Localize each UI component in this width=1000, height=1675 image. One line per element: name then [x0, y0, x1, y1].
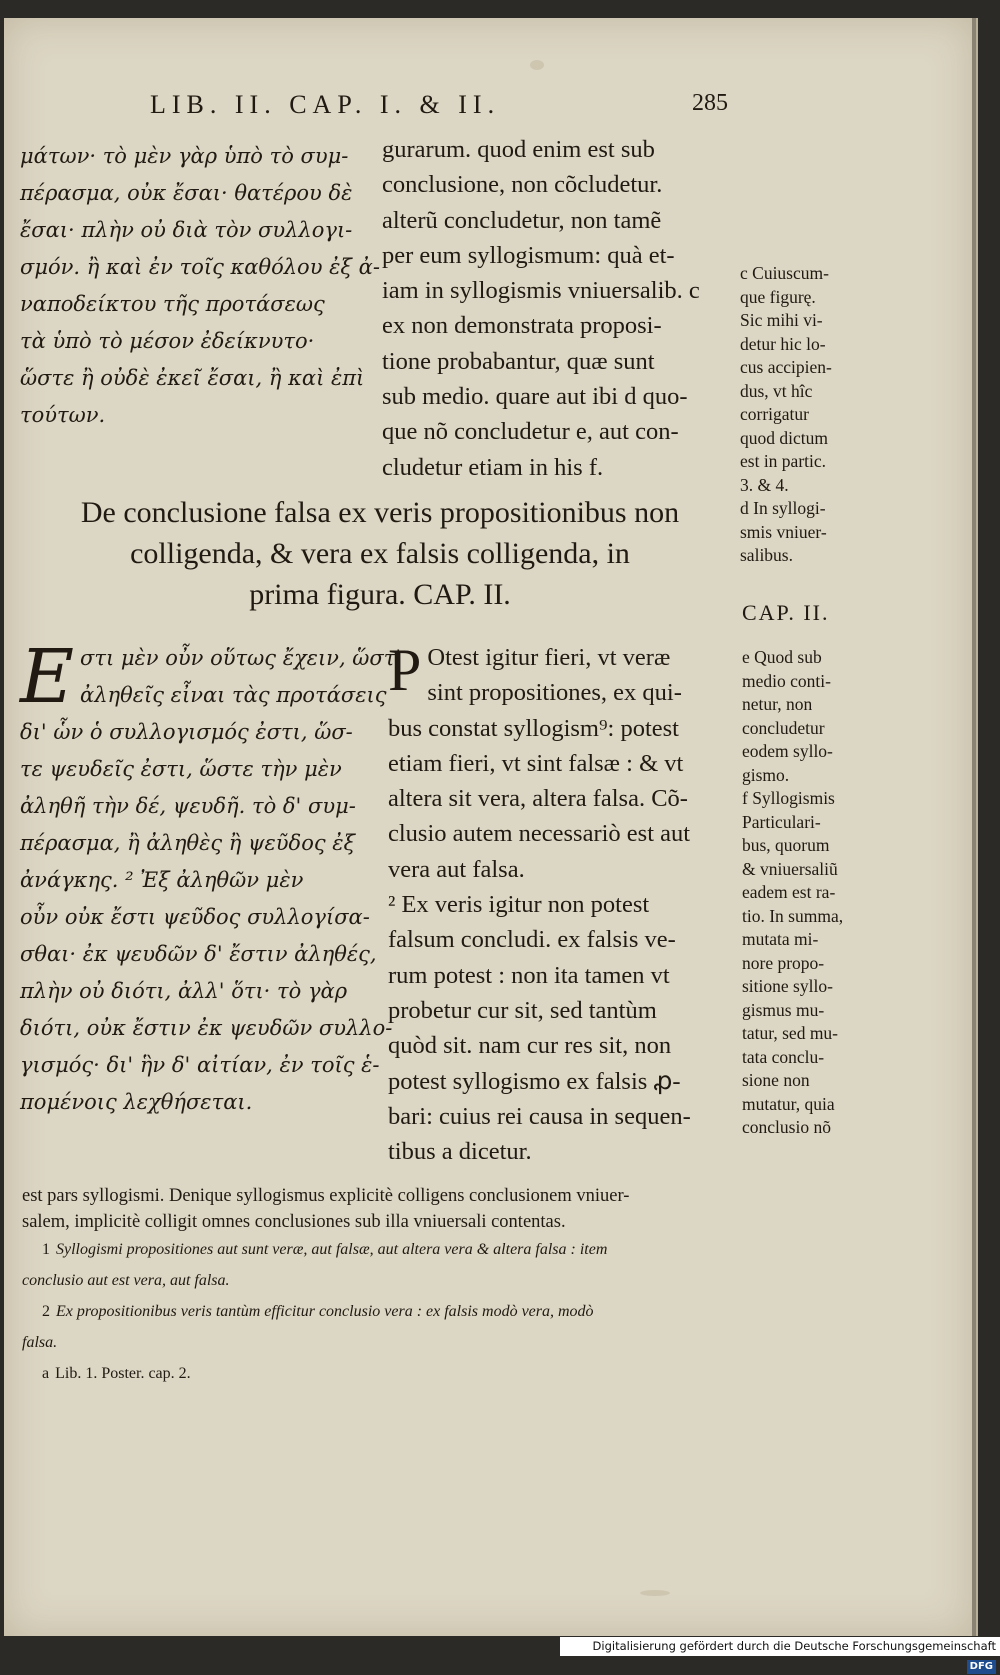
- latin-line: bus constat syllogism⁹: potest: [388, 714, 679, 742]
- marginal-notes-top: [740, 262, 890, 568]
- latin-line: ex non demonstrata proposi-: [382, 312, 662, 340]
- margin-line: 3. & 4.: [740, 474, 789, 495]
- digitization-credit: Digitalisierung gefördert durch die Deutsche Forschungsgemeinschaft: [592, 1639, 996, 1653]
- margin-line: salibus.: [740, 545, 793, 565]
- latin-line: conclusione, non cõcludetur.: [382, 171, 663, 199]
- latin-line: Otest igitur fieri, vt veræ: [427, 644, 671, 671]
- latin-line: vera aut falsa.: [388, 855, 525, 883]
- heading-line: colligenda, & vera ex falsis colligenda, in: [130, 537, 630, 570]
- margin-line: cus accipien-: [740, 357, 832, 377]
- margin-line: tata conclu-: [742, 1046, 825, 1067]
- margin-line: Sic mihi vi-: [740, 310, 823, 330]
- footnote-text: Lib. 1. Poster. cap. 2.: [55, 1365, 191, 1382]
- greek-line: πομένοις λεχθήσεται.: [20, 1090, 253, 1114]
- commentary-line: est pars syllogismi. Denique syllogismus explicitè colligens conclusionem vniuer-: [22, 1186, 630, 1206]
- greek-line: ἔσαι· πλὴν οὐ διὰ τὸν συλλογι-: [20, 218, 353, 242]
- margin-line: mutata mi-: [742, 929, 819, 949]
- margin-line: c Cuiuscum-: [740, 263, 829, 283]
- footnote-mark: a: [42, 1365, 50, 1382]
- margin-line: quod dictum: [740, 427, 828, 448]
- latin-line: quòd sit. nam cur res sit, non: [388, 1032, 672, 1060]
- margin-line: eadem est ra-: [742, 882, 836, 902]
- footnote-text: falsa.: [22, 1334, 58, 1351]
- latin-text-top: [382, 132, 732, 485]
- margin-line: eodem syllo-: [742, 741, 833, 761]
- ink-spot: [530, 60, 544, 70]
- margin-line: f Syllogismis: [742, 788, 835, 808]
- latin-line: falsum concludi. ex falsis ve-: [388, 926, 676, 954]
- greek-line: ὥστε ἢ οὐδὲ ἐκεῖ ἔσαι, ἢ καὶ ἐπὶ: [20, 366, 365, 390]
- greek-line: μάτων· τὸ μὲν γὰρ ὑπὸ τὸ συμ-: [20, 144, 349, 168]
- heading-line: prima figura. CAP. II.: [249, 578, 511, 611]
- margin-line: netur, non: [742, 694, 813, 714]
- latin-line: gurarum. quod enim est sub: [382, 136, 655, 163]
- greek-line: οὖν οὐκ ἔστι ψεῦδος συλλογίσα-: [20, 905, 370, 929]
- latin-line: iam in syllogismis vniuersalib. c: [382, 277, 700, 305]
- latin-drop-capital: P: [388, 637, 422, 703]
- greek-line: διότι, οὐκ ἔστιν ἐκ ψευδῶν συλλο-: [20, 1016, 393, 1040]
- footnote-line: [22, 1358, 892, 1389]
- margin-line: mutatur, quia: [742, 1093, 835, 1114]
- greek-text-top: [20, 138, 380, 434]
- greek-text-main: [20, 634, 402, 1121]
- commentary-line: salem, implicitè colligit omnes conclusiones sub illa vniuersali contentas.: [22, 1211, 566, 1232]
- greek-line: πέρασμα, ἢ ἀληθὲς ἢ ψεῦδος ἐξ: [20, 831, 356, 855]
- latin-line: per eum syllogismum: quà et-: [382, 241, 675, 269]
- greek-line: πέρασμα, οὐκ ἔσαι· θατέρου δὲ: [20, 181, 353, 205]
- margin-line: medio conti-: [742, 670, 831, 691]
- latin-line: altera sit vera, altera falsa. Cõ-: [388, 785, 688, 813]
- ink-spot: [640, 1590, 670, 1596]
- margin-line: & vniuersaliũ: [742, 858, 838, 879]
- latin-line: potest syllogismo ex falsis ꝓ-: [388, 1067, 681, 1095]
- margin-line: que figurę.: [740, 286, 816, 307]
- latin-line: que nõ concludetur e, aut con-: [382, 418, 679, 446]
- latin-line: cludetur etiam in his f.: [382, 453, 604, 481]
- margin-line: tatur, sed mu-: [742, 1023, 839, 1043]
- greek-line: σθαι· ἐκ ψευδῶν δ' ἔστιν ἀληθές,: [20, 942, 377, 966]
- margin-line: nore propo-: [742, 952, 825, 973]
- greek-line: τούτων.: [20, 403, 106, 427]
- margin-line: dus, vt hîc: [740, 380, 813, 401]
- greek-line: τε ψευδεῖς ἐστι, ὥστε τὴν μὲν: [20, 757, 342, 781]
- margin-line: tio. In summa,: [742, 905, 844, 926]
- greek-line: τὰ ὑπὸ τὸ μέσον ἐδείκνυτο·: [20, 329, 315, 353]
- greek-line: ἀνάγκης. ² Ἐξ ἀληθῶν μὲν: [20, 868, 304, 892]
- margin-line: sione non: [742, 1070, 810, 1090]
- latin-line: etiam fieri, vt sint falsæ : & vt: [388, 749, 684, 777]
- margin-line: conclusio nõ: [742, 1117, 831, 1137]
- latin-line: sub medio. quare aut ibi d quo-: [382, 383, 688, 411]
- chapter-heading: [30, 492, 730, 615]
- footnote-mark: 2: [42, 1303, 50, 1320]
- greek-line: πλὴν οὐ διότι, ἀλλ' ὅτι· τὸ γὰρ: [20, 979, 348, 1003]
- greek-line: γισμός· δι' ἣν δ' αἰτίαν, ἐν τοῖς ἑ-: [20, 1053, 380, 1077]
- margin-line: d In syllogi-: [740, 498, 826, 518]
- margin-line: est in partic.: [740, 451, 827, 471]
- margin-chapter-label: CAP. II.: [742, 600, 830, 625]
- latin-line: clusio autem necessariò est aut: [388, 820, 691, 848]
- greek-line: δι' ὧν ὁ συλλογισμός ἐστι, ὥσ-: [20, 720, 353, 744]
- footnote-mark: 1: [42, 1241, 50, 1258]
- latin-text-main: [388, 637, 733, 1169]
- margin-line: Particulari-: [742, 811, 821, 832]
- margin-line: gismo.: [742, 764, 790, 785]
- greek-line: ἀληθεῖς εἶναι τὰς προτάσεις: [80, 683, 387, 707]
- footnote-line: [22, 1327, 892, 1358]
- footnote-line: [22, 1234, 892, 1265]
- greek-line: στι μὲν οὖν οὕτως ἔχειν, ὥστ': [80, 646, 402, 670]
- footnote-line: [22, 1265, 892, 1296]
- latin-line: tibus a dicetur.: [388, 1138, 532, 1166]
- footnote-line: [22, 1296, 892, 1327]
- marginal-notes-main: [742, 646, 892, 1140]
- footnote-text: conclusio aut est vera, aut falsa.: [22, 1272, 230, 1289]
- margin-line: e Quod sub: [742, 647, 822, 667]
- footnote-text: Ex propositionibus veris tantùm efficitur conclusio vera : ex falsis modò vera, modò: [56, 1303, 594, 1320]
- greek-line: ναποδείκτου τῆς προτάσεως: [20, 292, 325, 316]
- page-edge: [972, 18, 976, 1636]
- margin-line: concludetur: [742, 717, 825, 738]
- commentary-continuation: [22, 1184, 892, 1235]
- page-number: 285: [692, 90, 728, 116]
- greek-drop-capital: Ε: [20, 634, 75, 720]
- latin-line: rum potest : non ita tamen vt: [388, 961, 670, 989]
- margin-line: corrigatur: [740, 404, 809, 424]
- margin-line: sitione syllo-: [742, 976, 833, 996]
- latin-line: probetur cur sit, sed tantùm: [388, 996, 657, 1024]
- latin-line: bari: cuius rei causa in sequen-: [388, 1102, 691, 1130]
- footnote-text: Syllogismi propositiones aut sunt veræ, aut falsæ, aut altera vera & altera falsa : item: [56, 1241, 608, 1258]
- margin-line: bus, quorum: [742, 835, 830, 855]
- margin-line: gismus mu-: [742, 999, 825, 1020]
- latin-line: sint propositiones, ex qui-: [427, 679, 682, 707]
- greek-line: σμόν. ἢ καὶ ἐν τοῖς καθόλου ἐξ ἀ-: [20, 255, 380, 279]
- latin-line: tione probabantur, quæ sunt: [382, 347, 655, 375]
- dfg-logo-icon: DFG: [967, 1660, 996, 1674]
- latin-line: ² Ex veris igitur non potest: [388, 891, 650, 919]
- digitization-credit-bar: [560, 1637, 1000, 1672]
- margin-line: smis vniuer-: [740, 521, 827, 542]
- heading-line: De conclusione falsa ex veris propositionibus non: [80, 496, 680, 529]
- margin-line: detur hic lo-: [740, 333, 826, 354]
- latin-line: alterũ concludetur, non tamẽ: [382, 206, 662, 234]
- footnotes: [22, 1234, 892, 1389]
- running-head: LIB. II. CAP. I. & II.: [150, 90, 501, 119]
- greek-line: ἀληθῆ τὴν δέ, ψευδῆ. τὸ δ' συμ-: [20, 794, 356, 818]
